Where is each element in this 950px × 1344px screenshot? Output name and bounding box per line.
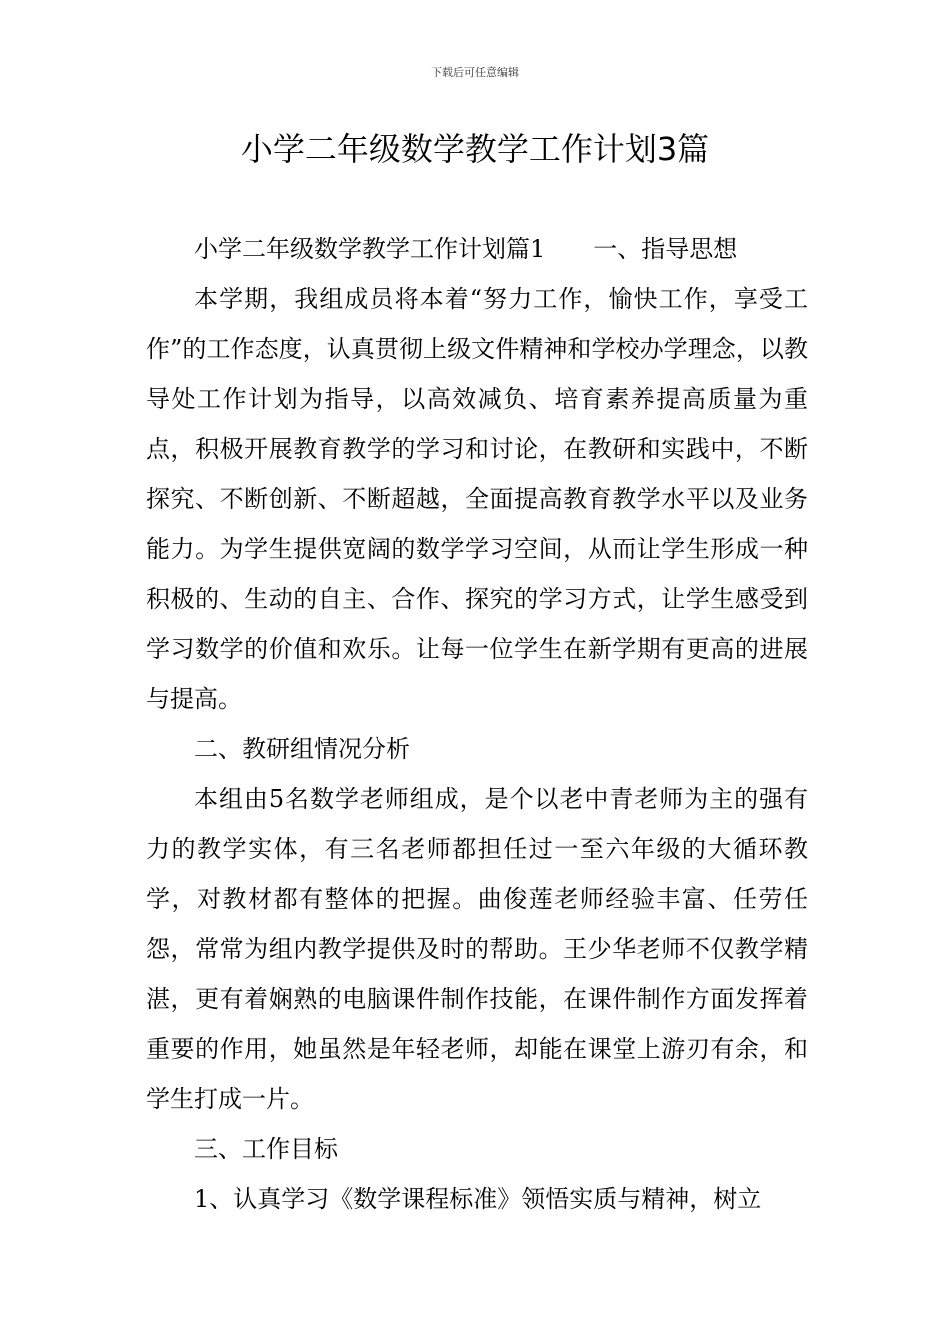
- paragraph-intro-heading: 小学二年级数学教学工作计划篇1 一、指导思想: [194, 235, 738, 263]
- paragraph-guiding-thought: 本学期，我组成员将本着“努力工作，愉快工作，享受工作”的工作态度，认真贯彻上级文件精神和学校办学理念，以教导处工作计划为指导，以高效减负、培育素养提高质量为重点，积极开展教育教学的学习和讨论，在教研和实践中，不断探究、不断创新、不断超越，全面提高教育教学水平以及业务能力。为学生提供宽阔的数学学习空间，从而让学生形成一种积极的、生动的自主、合作、探究的学习方式，让学生感受到学习数学的价值和欢乐。让每一位学生在新学期有更高的进展与提高。: [146, 285, 808, 713]
- header-note: 下载后可任意编辑: [431, 66, 519, 79]
- paragraph-group-analysis: 本组由5名数学老师组成，是个以老中青老师为主的强有力的教学实体，有三名老师都担任过一至六年级的大循环教学，对教材都有整体的把握。曲俊莲老师经验丰富、任劳任怨，常常为组内教学提供及时的帮助。王少华老师不仅教学精湛，更有着娴熟的电脑课件制作技能，在课件制作方面发挥着重要的作用，她虽然是年轻老师，却能在课堂上游刃有余，和学生打成一片。: [146, 785, 808, 1113]
- document-body: [146, 224, 808, 1224]
- document-title: 小学二年级数学教学工作计划3篇: [240, 130, 710, 168]
- paragraph-goal-1: 1、认真学习《数学课程标准》领悟实质与精神，树立: [194, 1185, 762, 1213]
- section-heading-analysis: 二、教研组情况分析: [194, 735, 410, 763]
- section-heading-goals: 三、工作目标: [194, 1135, 338, 1163]
